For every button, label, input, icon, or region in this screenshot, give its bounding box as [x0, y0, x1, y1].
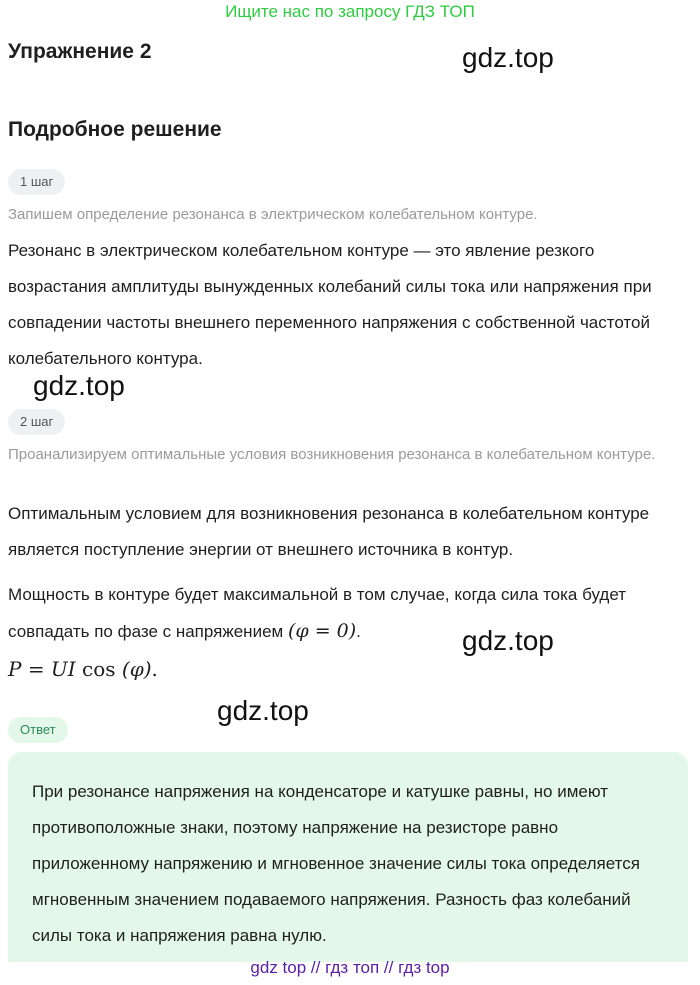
paragraph-text: Мощность в контуре будет максимальной в том случае, когда сила тока будет совпадать по фазе с напряжением: [8, 585, 627, 641]
exercise-title: Упражнение 2: [8, 40, 152, 63]
watermark: gdz.top: [217, 695, 309, 726]
step-2-hint: Проанализируем оптимальные условия возникновения резонанса в колебательном контуре.: [8, 446, 656, 463]
watermark: gdz.top: [33, 370, 125, 401]
step-1-hint: Запишем определение резонанса в электрическом колебательном контуре.: [8, 206, 538, 223]
formula-argument: (φ): [115, 657, 152, 681]
power-formula: [8, 657, 158, 681]
section-title: Подробное решение: [8, 118, 222, 141]
paragraph-end: .: [356, 622, 361, 641]
formula-main: P = UI: [8, 657, 83, 681]
step-2-badge: 2 шаг: [8, 409, 65, 435]
phase-condition-math: (φ = 0): [287, 620, 357, 642]
formula-end: .: [151, 657, 158, 681]
formula-function: cos: [82, 657, 116, 681]
search-banner: Ищите нас по запросу ГДЗ ТОП: [225, 2, 475, 21]
step-2-paragraph-1: Оптимальным условием для возникновения резонанса в колебательном контуре является поступление энергии от внешнего источника в контур.: [8, 504, 650, 559]
answer-text: При резонансе напряжения на конденсаторе и катушке равны, но имеют противоположные знаки, поэтому напряжение на резисторе равно приложенному напряжению и мгновенное значение силы тока определяется мгновенным значением подаваемого напряжения. Разность фаз колебаний силы тока и напряжения равна нулю.: [32, 782, 640, 945]
step-2-paragraph-2: [8, 577, 693, 650]
watermark: gdz.top: [462, 625, 554, 656]
footer-links: gdz top // гдз топ // гдз top: [250, 958, 450, 977]
step-1-paragraph: Резонанс в электрическом колебательном контуре — это явление резкого возрастания амплитуды вынужденных колебаний силы тока или напряжения при совпадении частоты внешнего переменного напряжения с собственной частотой колебательного контура.: [8, 241, 652, 368]
step-1-badge: 1 шаг: [8, 169, 65, 195]
answer-box: [8, 752, 688, 962]
answer-badge: Ответ: [8, 717, 68, 743]
watermark: gdz.top: [462, 42, 554, 73]
